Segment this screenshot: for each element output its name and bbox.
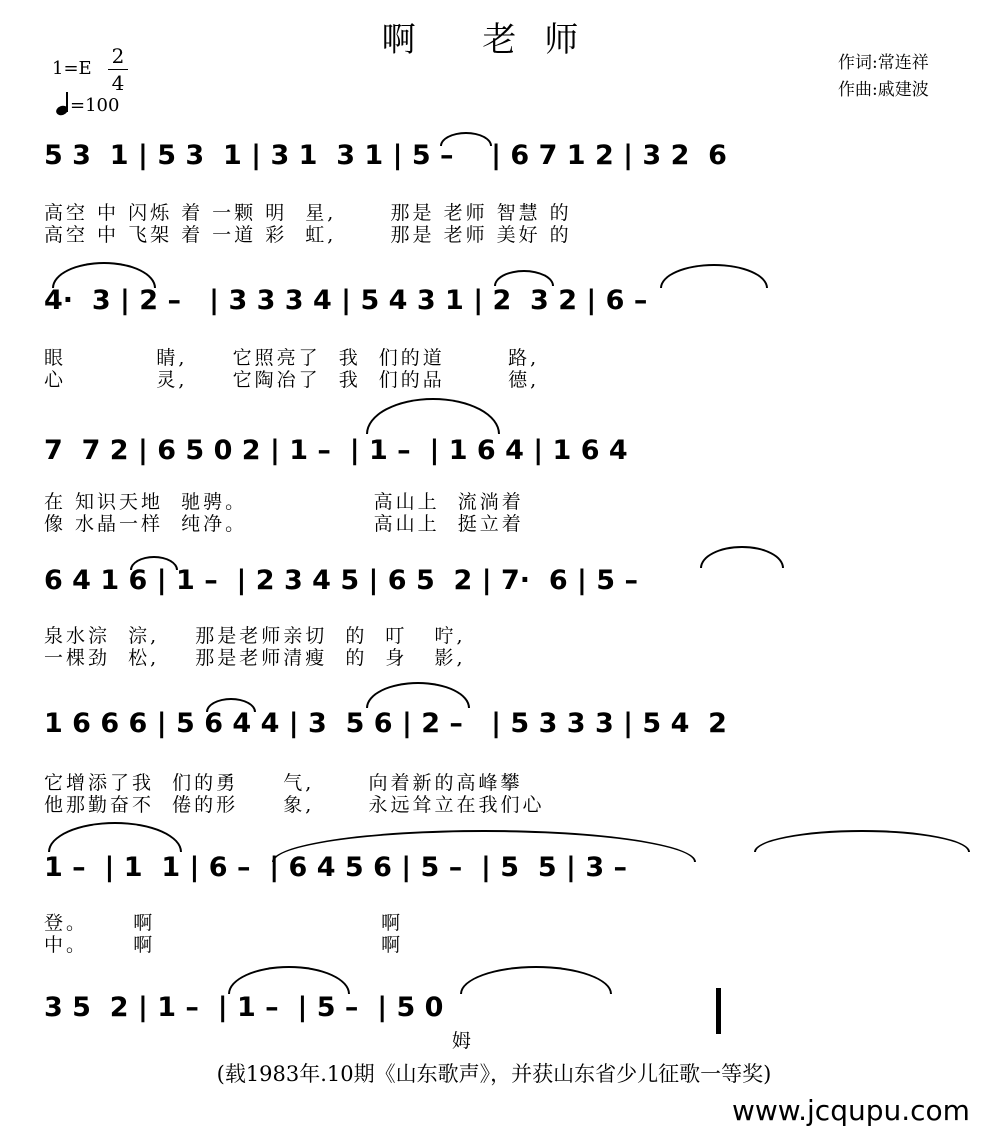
- hum-syllable: 姆: [452, 1030, 472, 1052]
- slur: [52, 262, 156, 288]
- final-barline: [716, 988, 721, 1034]
- website-watermark: www.jcqupu.com: [732, 1094, 970, 1127]
- slur: [366, 682, 470, 708]
- quarter-note-icon: [56, 92, 70, 116]
- time-signature: [108, 44, 128, 95]
- notes-row-3: 7 7 2 | 6 5 0 2 | 1 – | 1 – | 1 6 4 | 1 6 4: [44, 435, 628, 466]
- notes-row-7: 3 5 2 | 1 – | 1 – | 5 – | 5 0: [44, 992, 444, 1023]
- key-signature: 1=E: [52, 58, 92, 79]
- lyrics-row-2-verse-1: 眼 睛, 它照亮了 我 们的道 路,: [44, 347, 540, 369]
- notes-row-4: 6 4 1 6 | 1 – | 2 3 4 5 | 6 5 2 | 7· 6 | 5 –: [44, 565, 638, 596]
- slur: [494, 270, 554, 286]
- notes-row-6: 1 – | 1 1 | 6 – | 6 4 5 6 | 5 – | 5 5 | 3 –: [44, 852, 628, 883]
- lyrics-row-1-verse-1: 高空 中 闪烁 着 一颗 明 星, 那是 老师 智慧 的: [44, 202, 572, 224]
- lyrics-row-1-verse-2: 高空 中 飞架 着 一道 彩 虹, 那是 老师 美好 的: [44, 224, 572, 246]
- tempo-marking: [56, 92, 119, 116]
- lyrics-row-3-verse-1: 在 知识天地 驰骋。 高山上 流淌着: [44, 491, 524, 513]
- score-system-1: [0, 140, 988, 260]
- lyrics-row-4-verse-2: 一棵劲 松, 那是老师清瘦 的 身 影,: [44, 647, 466, 669]
- song-title: 啊 老师: [381, 20, 607, 60]
- slur: [460, 966, 612, 994]
- lyrics-row-6-verse-1: 登。 啊 啊: [44, 912, 404, 934]
- slur: [660, 264, 768, 288]
- slur: [272, 830, 696, 862]
- lyricist: 作词:常连祥: [838, 53, 929, 73]
- slur: [754, 830, 970, 852]
- slur: [130, 556, 178, 570]
- score-system-6: [0, 852, 988, 962]
- time-signature-bottom: 4: [111, 71, 125, 95]
- score-system-2: [0, 285, 988, 395]
- slur: [366, 398, 500, 434]
- lyrics-row-6-verse-2: 中。 啊 啊: [44, 934, 404, 956]
- slur: [206, 698, 256, 712]
- notes-row-1: 5 3 1 | 5 3 1 | 3 1 3 1 | 5 – | 6 7 1 2 | 3 2 6: [44, 140, 727, 171]
- lyrics-row-3-verse-2: 像 水晶一样 纯净。 高山上 挺立着: [44, 513, 524, 535]
- composer: 作曲:戚建波: [838, 80, 929, 100]
- slur: [440, 132, 492, 146]
- score-system-4: [0, 565, 988, 675]
- score-system-5: [0, 708, 988, 818]
- notes-row-5: 1 6 6 6 | 5 6 4 4 | 3 5 6 | 2 – | 5 3 3 3 | 5 4 2: [44, 708, 727, 739]
- slur: [228, 966, 350, 994]
- notes-row-2: 4· 3 | 2 – | 3 3 3 4 | 5 4 3 1 | 2 3 2 | 6 –: [44, 285, 648, 316]
- tempo-value: =100: [70, 95, 120, 116]
- source-note: (载1983年.10期《山东歌声》，并获山东省少儿征歌一等奖): [216, 1062, 772, 1086]
- slur: [48, 822, 182, 852]
- lyrics-row-5-verse-1: 它增添了我 们的勇 气, 向着新的高峰攀: [44, 772, 523, 794]
- score-system-3: [0, 435, 988, 545]
- slur: [700, 546, 784, 568]
- time-signature-top: 2: [111, 44, 125, 68]
- lyrics-row-4-verse-1: 泉水淙 淙, 那是老师亲切 的 叮 咛,: [44, 625, 466, 647]
- lyrics-row-2-verse-2: 心 灵, 它陶冶了 我 们的品 德,: [44, 369, 540, 391]
- lyrics-row-5-verse-2: 他那勤奋不 倦的形 象, 永远耸立在我们心: [44, 794, 545, 816]
- score-system-7: [0, 992, 988, 1052]
- credits: [838, 50, 929, 104]
- time-signature-line: [108, 69, 128, 70]
